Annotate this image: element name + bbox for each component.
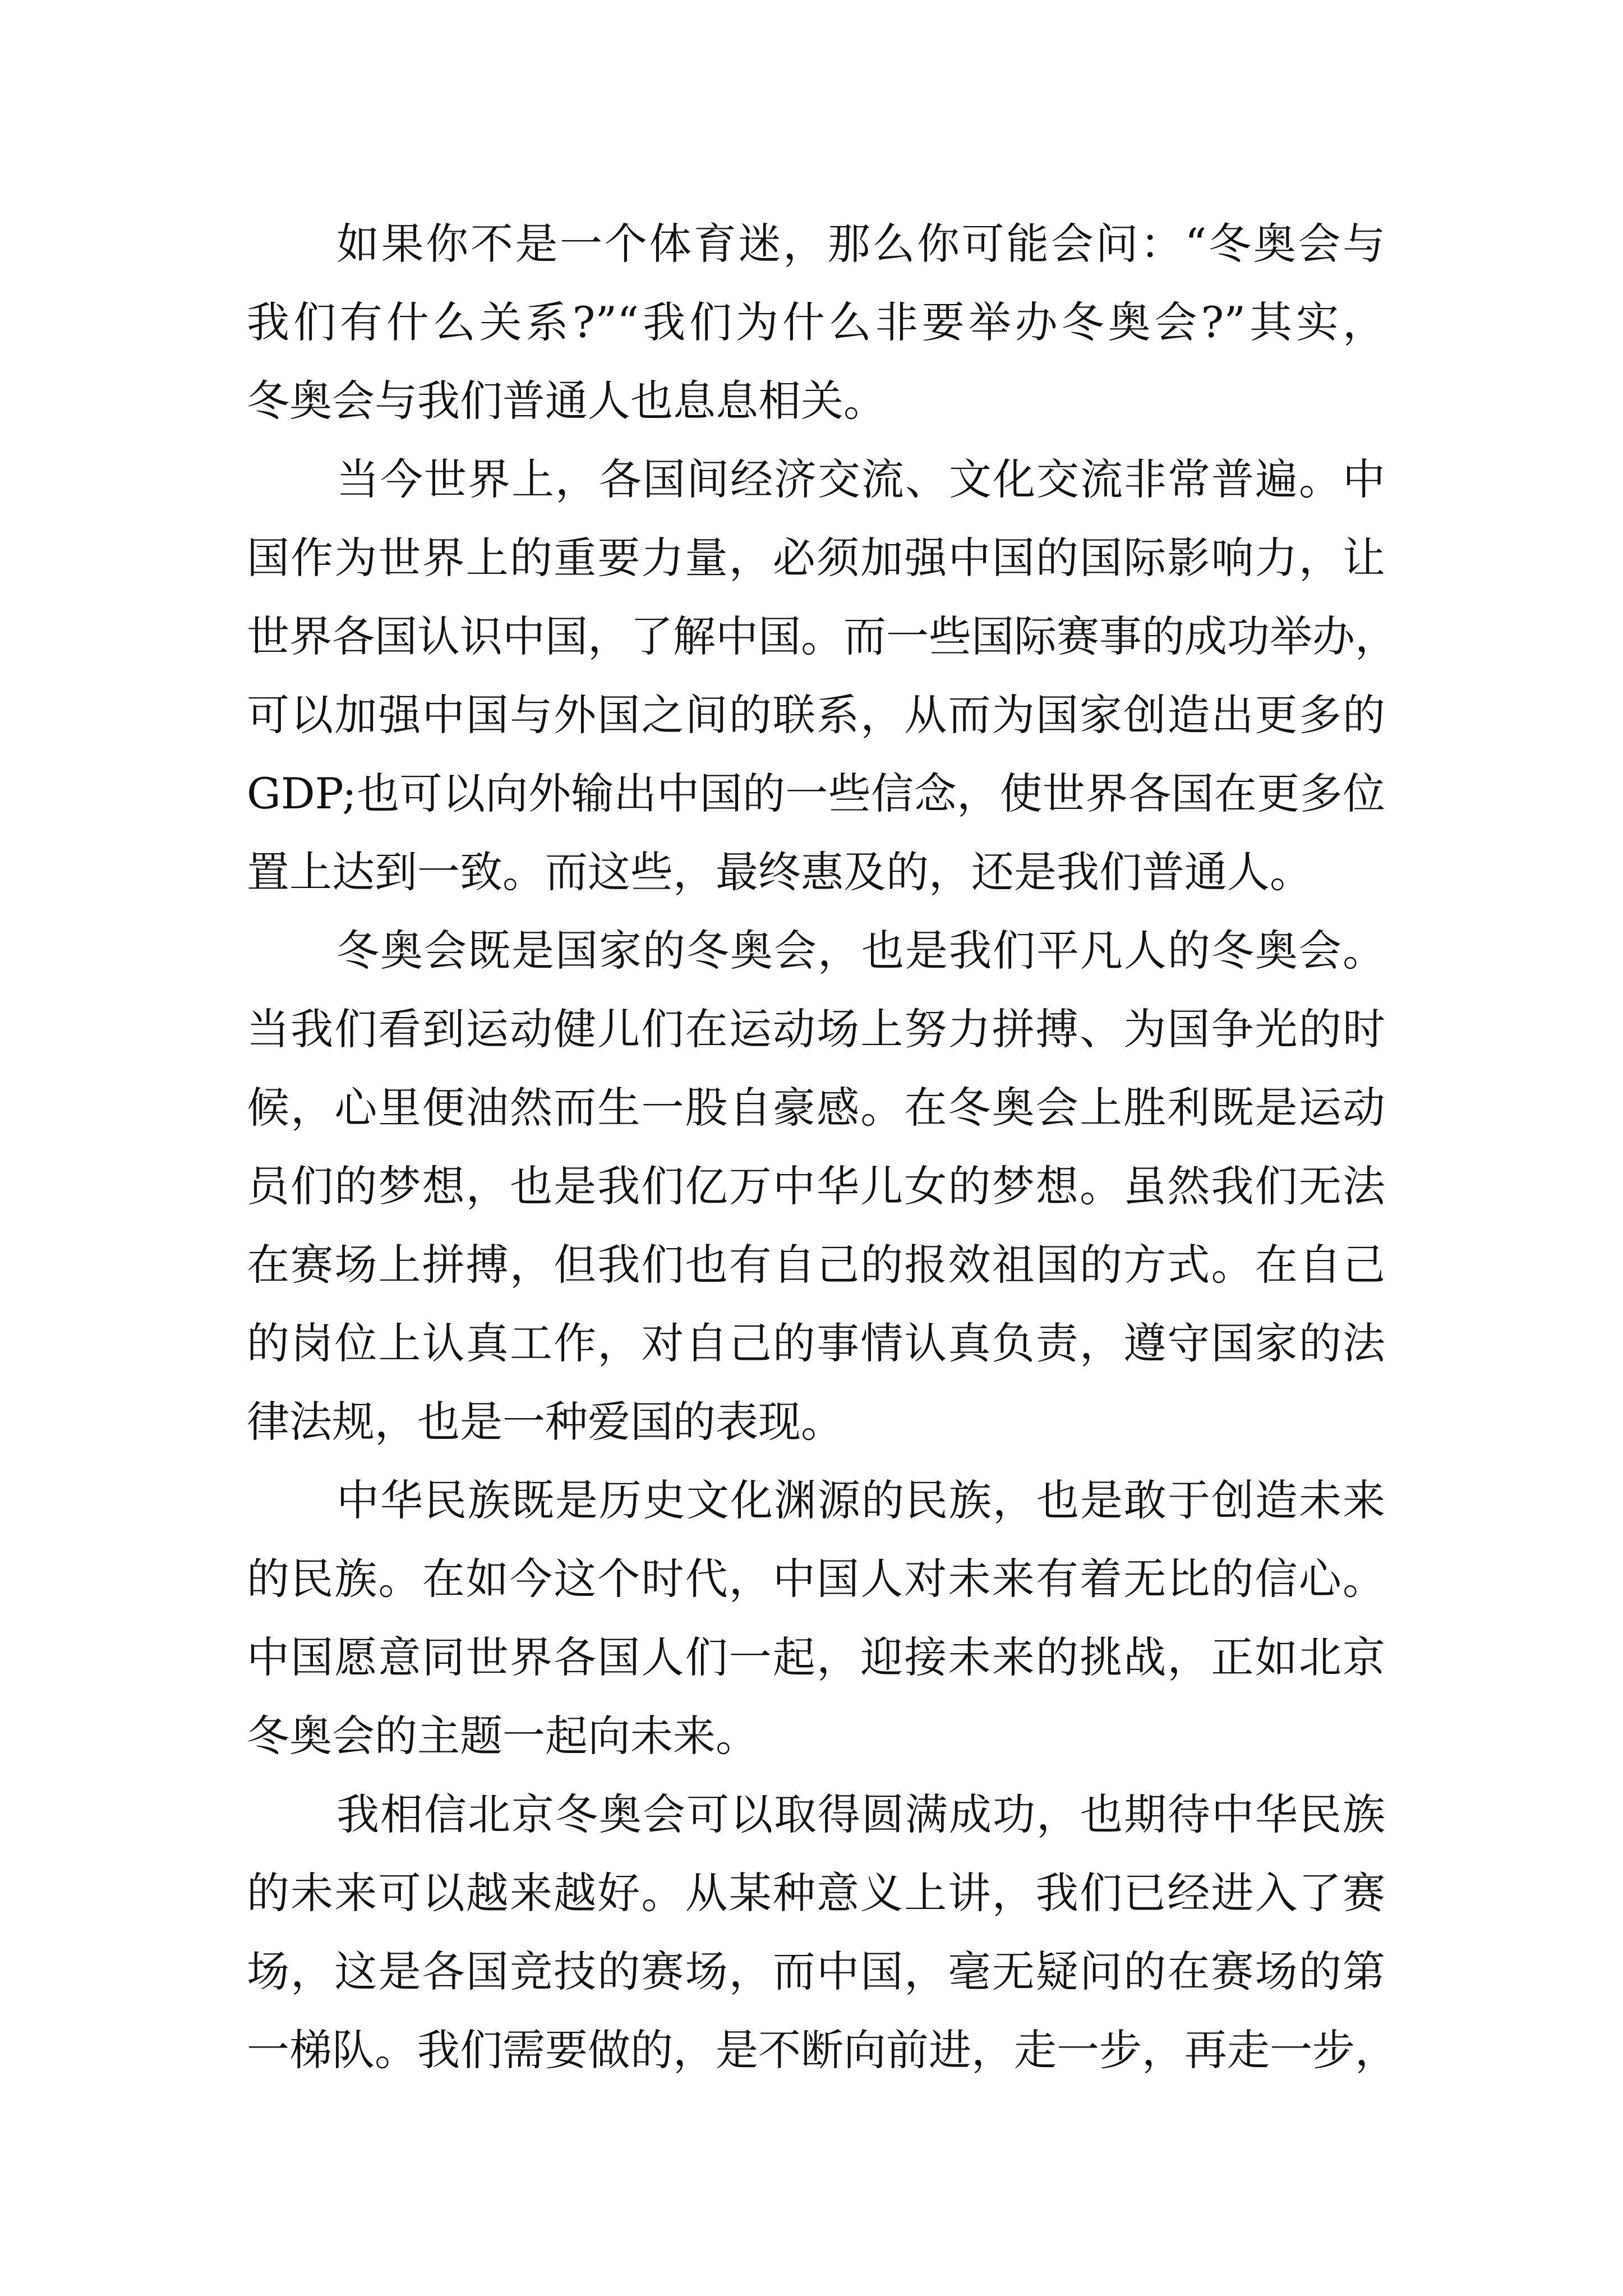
paragraph-5	[247, 1775, 1398, 2090]
paragraph-4	[247, 1461, 1385, 1775]
text-line: 的未来可以越来越好。从某种意义上讲，我们已经进入了赛	[247, 1868, 1385, 1918]
text-line: 的民族。在如今这个时代，中国人对未来有着无比的信心。	[247, 1554, 1385, 1604]
text-line: 冬奥会既是国家的冬奥会，也是我们平凡人的冬奥会。	[336, 926, 1385, 976]
text-line: 一梯队。我们需要做的，是不断向前进，走一步，再走一步，	[247, 2025, 1398, 2075]
text-line: 置上达到一致。而这些，最终惠及的，还是我们普通人。	[247, 847, 1312, 897]
text-line: 当今世界上，各国间经济交流、文化交流非常普遍。中	[336, 454, 1385, 504]
text-line: 如果你不是一个体育迷，那么你可能会问：“冬奥会与	[336, 219, 1385, 269]
text-line: GDP;也可以向外输出中国的一些信念，使世界各国在更多位	[247, 769, 1385, 818]
text-line: 冬奥会的主题一起向未来。	[247, 1711, 758, 1761]
text-line: 国作为世界上的重要力量，必须加强中国的国际影响力，让	[247, 533, 1385, 583]
text-line: 中国愿意同世界各国人们一起，迎接未来的挑战，正如北京	[247, 1632, 1385, 1682]
document-body	[247, 205, 1398, 2090]
paragraph-2	[247, 440, 1398, 912]
text-line: 候，心里便油然而生一股自豪感。在冬奥会上胜利既是运动	[247, 1083, 1385, 1133]
text-line: 当我们看到运动健儿们在运动场上努力拼搏、为国争光的时	[247, 1004, 1385, 1054]
text-line: 我相信北京冬奥会可以取得圆满成功，也期待中华民族	[336, 1789, 1385, 1839]
paragraph-1	[247, 205, 1385, 440]
text-line: 冬奥会与我们普通人也息息相关。	[247, 376, 886, 426]
text-line: 在赛场上拼搏，但我们也有自己的报效祖国的方式。在自己	[247, 1240, 1385, 1290]
text-line: 员们的梦想，也是我们亿万中华儿女的梦想。虽然我们无法	[247, 1161, 1385, 1211]
text-line: 的岗位上认真工作，对自己的事情认真负责，遵守国家的法	[247, 1318, 1385, 1368]
text-line: 我们有什么关系?”“我们为什么非要举办冬奥会?”其实，	[247, 297, 1385, 347]
text-line: 律法规，也是一种爱国的表现。	[247, 1397, 843, 1447]
text-line: 世界各国认识中国，了解中国。而一些国际赛事的成功举办，	[247, 611, 1398, 661]
text-line: 中华民族既是历史文化渊源的民族，也是敢于创造未来	[336, 1475, 1385, 1525]
paragraph-3	[247, 912, 1385, 1461]
text-line: 可以加强中国与外国之间的联系，从而为国家创造出更多的	[247, 690, 1385, 740]
text-line: 场，这是各国竞技的赛场，而中国，毫无疑问的在赛场的第	[247, 1947, 1385, 1996]
